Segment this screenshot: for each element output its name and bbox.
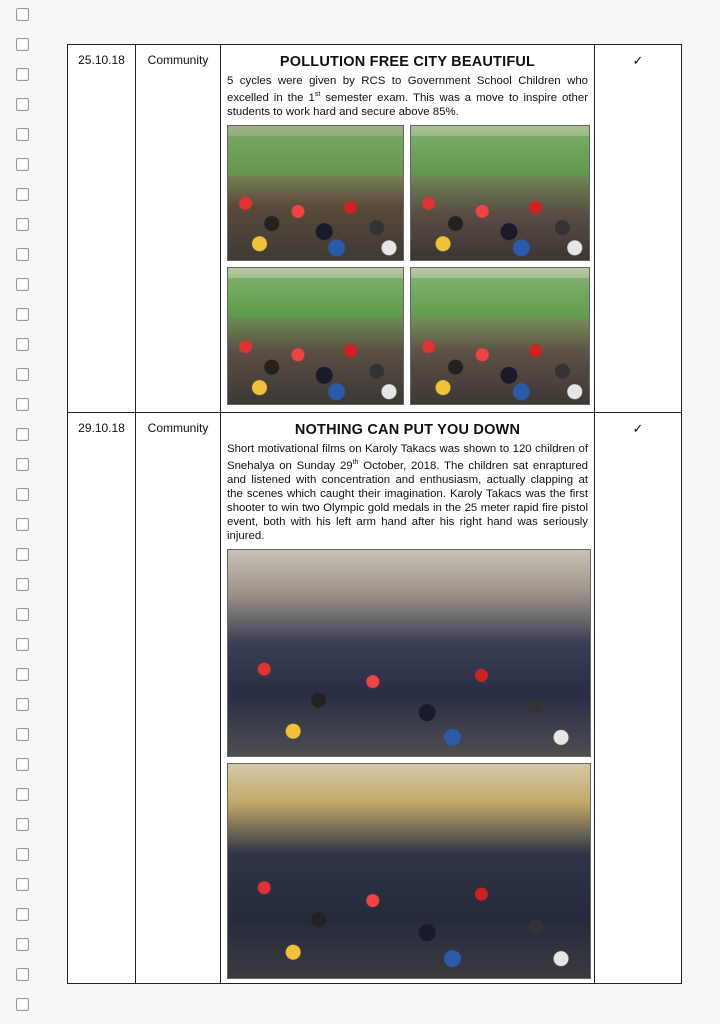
binder-hole	[16, 218, 29, 231]
binder-hole	[16, 908, 29, 921]
binder-hole	[16, 968, 29, 981]
entry-category: Community	[136, 45, 221, 413]
binder-hole	[16, 458, 29, 471]
binder-hole	[16, 638, 29, 651]
binder-hole	[16, 8, 29, 21]
binder-hole	[16, 278, 29, 291]
binder-hole	[16, 518, 29, 531]
binder-holes	[14, 0, 30, 1024]
entry-title: NOTHING CAN PUT YOU DOWN	[294, 422, 521, 438]
binder-hole	[16, 758, 29, 771]
binder-hole	[16, 428, 29, 441]
table-row	[68, 413, 682, 984]
binder-hole	[16, 698, 29, 711]
event-photo	[227, 267, 404, 405]
entry-category: Community	[136, 413, 221, 984]
entry-date: 25.10.18	[68, 45, 136, 413]
binder-hole	[16, 368, 29, 381]
binder-hole	[16, 668, 29, 681]
binder-hole	[16, 878, 29, 891]
binder-hole	[16, 128, 29, 141]
event-photo	[227, 549, 591, 757]
entry-date: 29.10.18	[68, 413, 136, 984]
entry-content	[221, 45, 595, 413]
event-photo	[410, 125, 590, 261]
photo-grid	[227, 125, 588, 405]
binder-hole	[16, 488, 29, 501]
binder-hole	[16, 578, 29, 591]
binder-hole	[16, 188, 29, 201]
event-photo	[227, 125, 404, 261]
entry-content	[221, 413, 595, 984]
binder-hole	[16, 998, 29, 1011]
binder-hole	[16, 938, 29, 951]
entry-description: Short motivational films on Karoly Takacs was shown to 120 children of Snehalya on Sunday 29th October, 2018. The children sat enraptured and listened with concentration and enthusiasm, actually clapping at the scenes which caught their imagination. Karoly Takacs was the first shooter to win two Olympic gold medals in the 25 meter rapid fire pistol event, both with his left arm hand after his right hand was seriously injured.	[227, 443, 589, 542]
event-photo	[227, 763, 591, 979]
binder-hole	[16, 788, 29, 801]
binder-hole	[16, 608, 29, 621]
binder-hole	[16, 728, 29, 741]
completion-tick: ✓	[595, 413, 682, 984]
entry-title: POLLUTION FREE CITY BEAUTIFUL	[279, 54, 536, 70]
binder-hole	[16, 158, 29, 171]
binder-hole	[16, 248, 29, 261]
table-row	[68, 45, 682, 413]
binder-hole	[16, 38, 29, 51]
completion-tick: ✓	[595, 45, 682, 413]
binder-hole	[16, 338, 29, 351]
binder-hole	[16, 98, 29, 111]
binder-hole	[16, 68, 29, 81]
activity-log-table	[67, 44, 682, 984]
binder-hole	[16, 818, 29, 831]
entry-description: 5 cycles were given by RCS to Government School Children who excelled in the 1st semester exam. This was a move to inspire other students to work hard and secure above 85%.	[227, 75, 588, 118]
binder-hole	[16, 398, 29, 411]
event-photo	[410, 267, 590, 405]
binder-hole	[16, 848, 29, 861]
binder-hole	[16, 548, 29, 561]
binder-hole	[16, 308, 29, 321]
